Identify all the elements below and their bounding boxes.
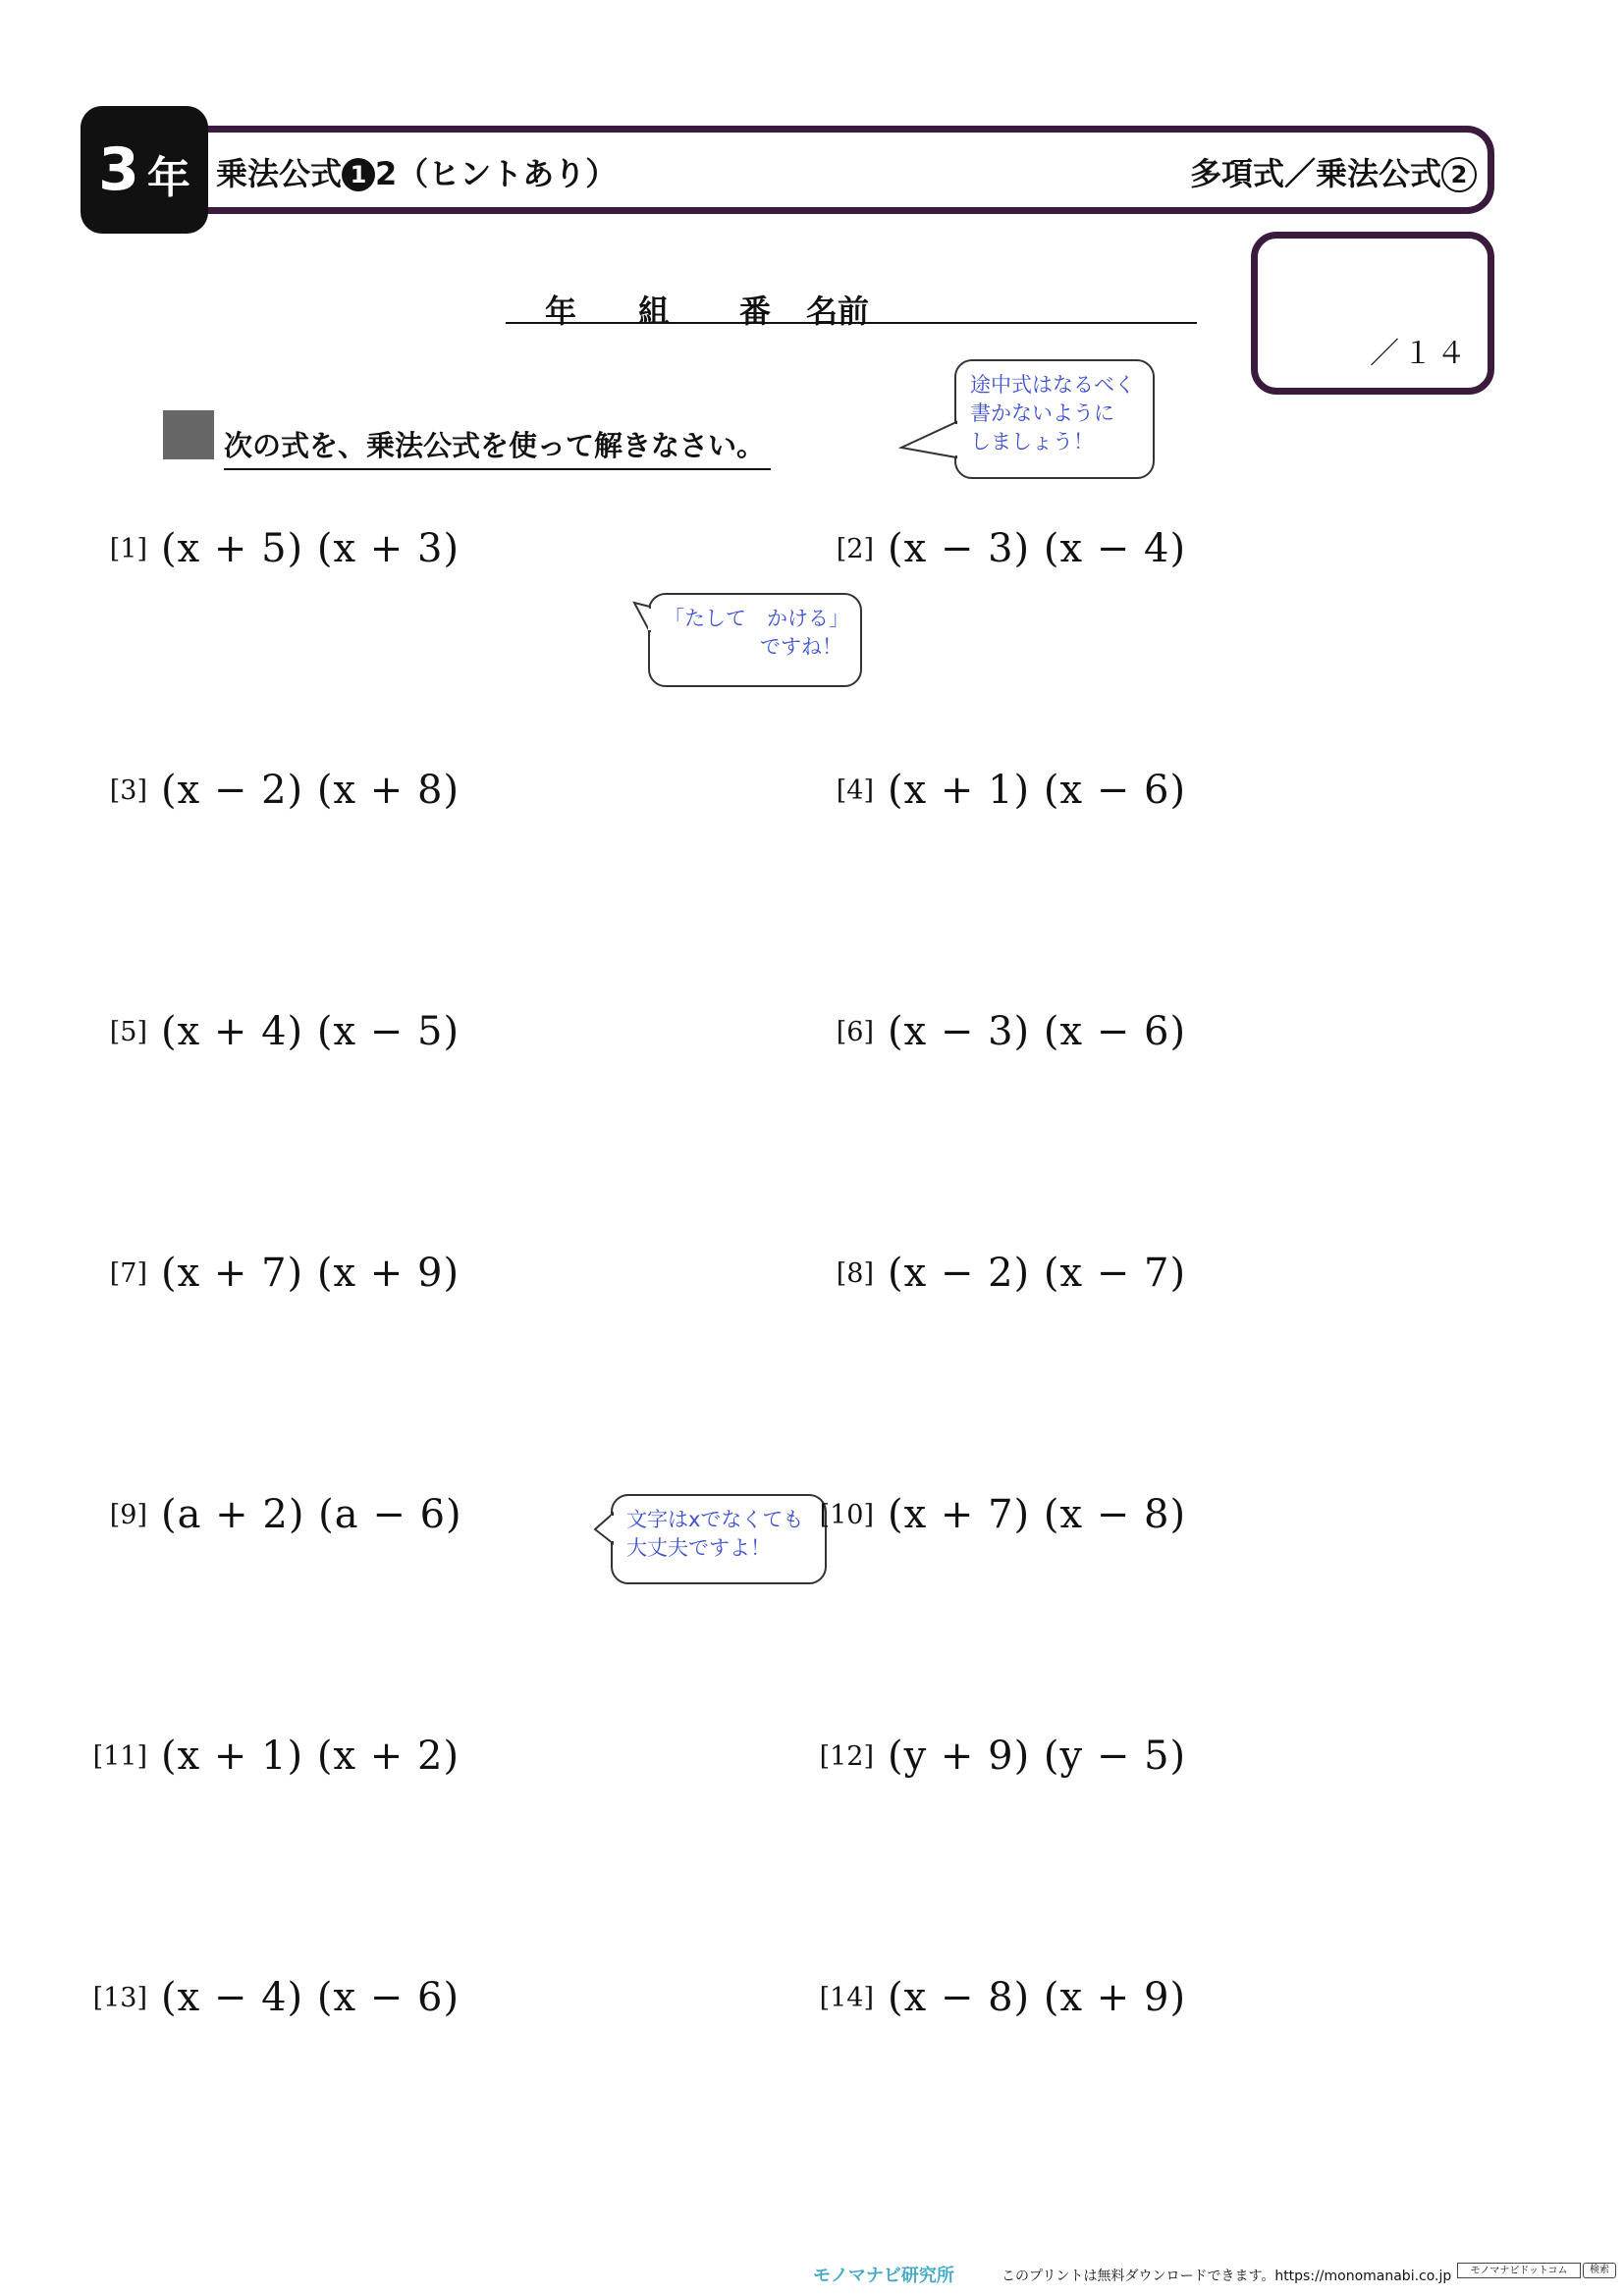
problem-label: [6] bbox=[836, 1016, 874, 1047]
problem-label: [7] bbox=[109, 1257, 147, 1289]
problem-12 bbox=[805, 1734, 1186, 1779]
problem-7 bbox=[79, 1251, 460, 1296]
problem-label: [8] bbox=[836, 1257, 874, 1289]
hint-bubble-2-tail bbox=[634, 603, 664, 652]
title-main: 乗法公式 bbox=[216, 155, 343, 192]
problem-14 bbox=[805, 1975, 1186, 2020]
footer-brand-logo: モノマナビ研究所 bbox=[813, 2266, 954, 2286]
hint-bubble-1-tail bbox=[901, 422, 960, 461]
problem-label: [4] bbox=[836, 774, 874, 806]
problem-2 bbox=[805, 526, 1186, 571]
footer-search-box: モノマナビドットコム bbox=[1457, 2263, 1581, 2278]
problem-label: [1] bbox=[109, 533, 147, 564]
problem-expression: (x − 3) (x − 6) bbox=[888, 1009, 1187, 1054]
problem-expression: (x − 2) (x + 8) bbox=[161, 768, 460, 813]
problem-expression: (y + 9) (y − 5) bbox=[888, 1734, 1187, 1779]
hint-bubble-2: 「たして かける」 ですね！ bbox=[648, 593, 862, 687]
problem-10 bbox=[805, 1492, 1186, 1537]
grade-badge bbox=[81, 106, 208, 234]
problem-label: [14] bbox=[819, 1982, 874, 2013]
problem-8 bbox=[805, 1251, 1186, 1296]
class-label: 組 bbox=[638, 293, 671, 330]
problem-expression: (x + 4) (x − 5) bbox=[161, 1009, 460, 1054]
problem-1 bbox=[79, 526, 460, 571]
score-total: ／１４ bbox=[1370, 337, 1470, 371]
problem-expression: (a + 2) (a − 6) bbox=[161, 1492, 462, 1537]
problem-expression: (x − 3) (x − 4) bbox=[888, 526, 1187, 571]
problem-11 bbox=[79, 1734, 460, 1779]
problem-label: [10] bbox=[819, 1499, 874, 1530]
problem-expression: (x + 5) (x + 3) bbox=[161, 526, 460, 571]
problem-3 bbox=[79, 768, 460, 813]
instruction-text: 次の式を、乗法公式を使って解きなさい。 bbox=[224, 424, 771, 470]
worksheet-category bbox=[1190, 149, 1477, 194]
title-rest: 2（ヒントあり） bbox=[375, 155, 618, 192]
category-label: 多項式／乗法公式 bbox=[1189, 155, 1441, 192]
name-label: 名前 bbox=[806, 293, 870, 330]
grade-unit: 年 bbox=[146, 153, 190, 203]
student-name-line bbox=[506, 287, 1197, 330]
worksheet-title bbox=[216, 149, 617, 194]
problem-expression: (x + 1) (x + 2) bbox=[161, 1734, 460, 1779]
problem-5 bbox=[79, 1009, 460, 1054]
problem-expression: (x − 4) (x − 6) bbox=[161, 1975, 460, 2020]
footer-download-text: このプリントは無料ダウンロードできます。https://monomanabi.co.jp bbox=[1001, 2269, 1452, 2284]
problem-expression: (x + 7) (x − 8) bbox=[888, 1492, 1187, 1537]
problem-label: [11] bbox=[92, 1740, 147, 1772]
problem-label: [3] bbox=[109, 774, 147, 806]
hint-bubble-3: 文字はxでなくても 大丈夫ですよ！ bbox=[611, 1494, 827, 1584]
score-box bbox=[1251, 232, 1494, 395]
hint-bubble-1: 途中式はなるべく 書かないように しましょう！ bbox=[954, 359, 1155, 479]
problem-6 bbox=[805, 1009, 1186, 1054]
title-circle-number: 1 bbox=[342, 158, 375, 191]
problem-label: [9] bbox=[109, 1499, 147, 1530]
problem-expression: (x − 2) (x − 7) bbox=[888, 1251, 1187, 1296]
problem-expression: (x + 7) (x + 9) bbox=[161, 1251, 460, 1296]
number-label: 番 bbox=[739, 293, 772, 330]
hint-bubble-3-tail bbox=[595, 1514, 624, 1553]
footer-search-button: 検索 bbox=[1583, 2263, 1616, 2278]
problem-label: [13] bbox=[92, 1982, 147, 2013]
problem-expression: (x + 1) (x − 6) bbox=[888, 768, 1187, 813]
instruction-marker bbox=[163, 410, 214, 459]
problem-label: [5] bbox=[109, 1016, 147, 1047]
year-label: 年 bbox=[545, 293, 577, 330]
problem-13 bbox=[79, 1975, 460, 2020]
problem-label: [12] bbox=[819, 1740, 874, 1772]
grade-number: 3 bbox=[98, 135, 139, 204]
problem-9 bbox=[79, 1492, 462, 1537]
category-circle-number: 2 bbox=[1441, 157, 1477, 192]
problem-label: [2] bbox=[836, 533, 874, 564]
problem-expression: (x − 8) (x + 9) bbox=[888, 1975, 1187, 2020]
problem-4 bbox=[805, 768, 1186, 813]
